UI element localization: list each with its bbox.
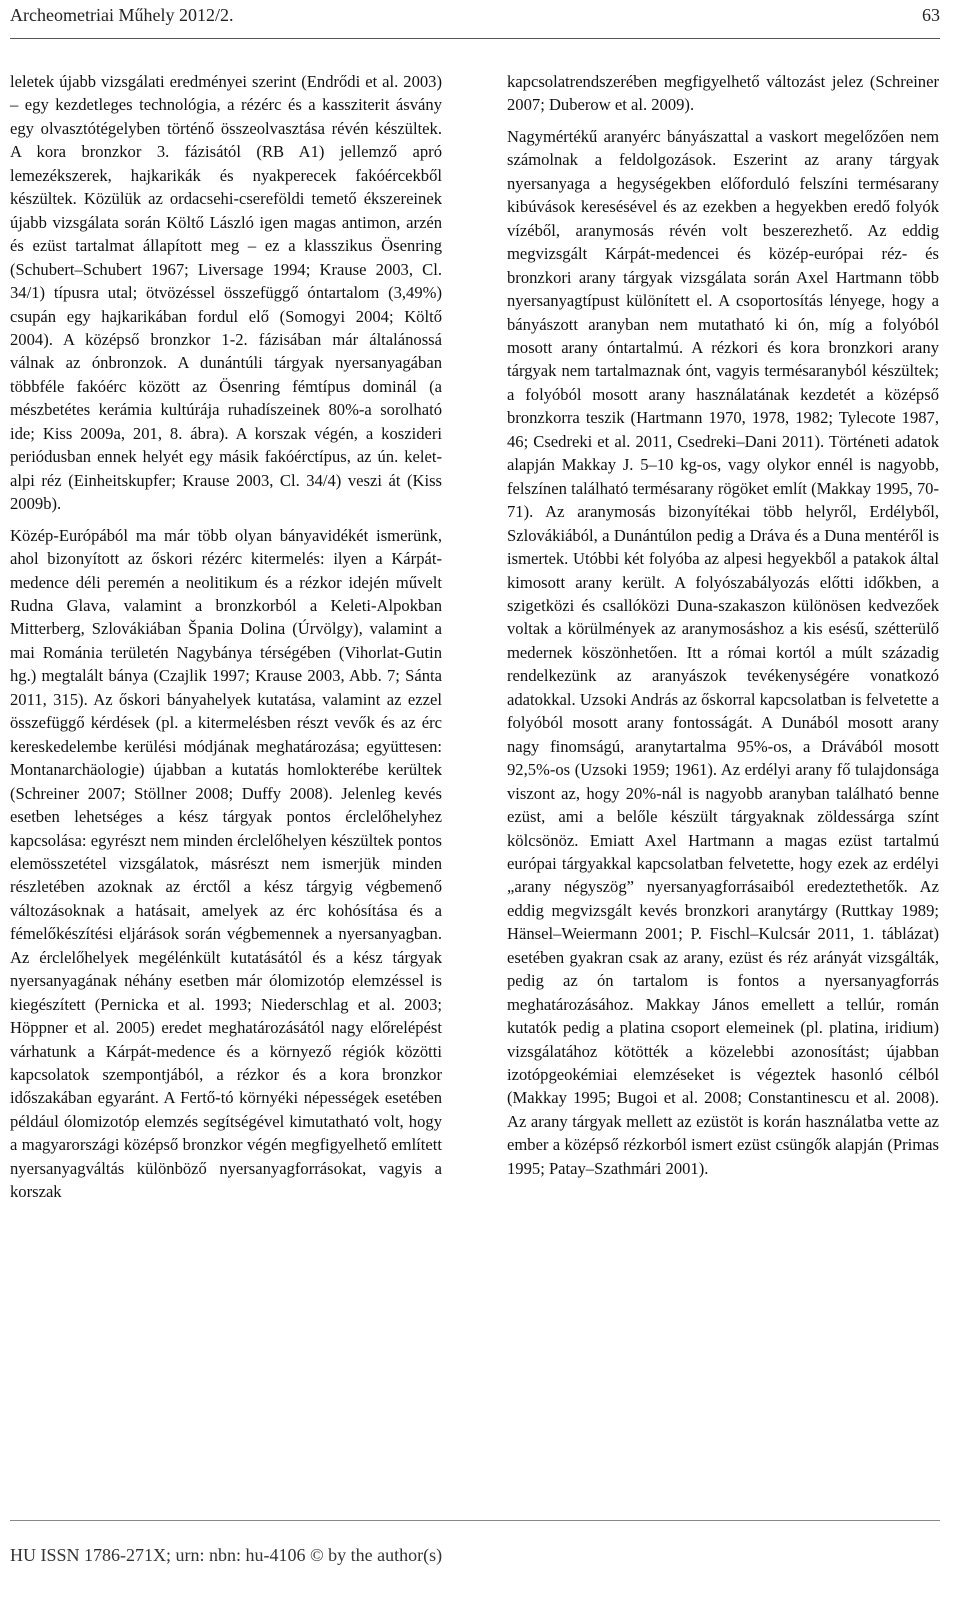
page-number: 63: [922, 5, 940, 25]
journal-title: Archeometriai Műhely 2012/2.: [10, 5, 234, 25]
left-column: [10, 70, 442, 1212]
footer-rule: [10, 1520, 940, 1521]
page-footer: HU ISSN 1786-271X; urn: nbn: hu-4106 © by the author(s): [10, 1545, 443, 1565]
header-rule: [10, 38, 940, 39]
right-paragraph-1: kapcsolatrendszerében megfigyelhető változást jelez (Schreiner 2007; Duberow et al. 2009).: [507, 72, 939, 115]
left-paragraph-1: leletek újabb vizsgálati eredményei szerint (Endrődi et al. 2003) – egy kezdetleges technológia, a rézérc és a kassziterit ásvány egy olvasztótégelyben történő összeolvasztása révén készültek. A kora bronzkor 3. fázisától (RB A1) jellemző apró lemezékszerek, hajkarikák és nyakperecek fakóércekből készültek. Közülük az ordacsehi-csereföldi temető ékszereinek újabb vizsgálata során Költő László igen magas antimon, arzén és ezüst tartalmat állapított meg – ez a klasszikus Ösenring (Schubert–Schubert 1967; Liversage 1994; Krause 2003, Cl. 34/1) típusra utal; ötvözéssel összefüggő óntartalom (3,49%) csupán egy hajkarikában fordul elő (Somogyi 2004; Költő 2004). A középső bronzkor 1-2. fázisában már általánossá válnak az ónbronzok. A dunántúli tárgyak nyersanyagában többféle fakóérc között az Ösenring fémtípus dominál (a mészbetétes kerámia kultúrája ruhadíszeinek 80%-a sorolható ide; Kiss 2009a, 201, 8. ábra). A korszak végén, a koszideri periódusban ennek helyét egy másik fakóérctípus, az ún. kelet-alpi réz (Einheitskupfer; Krause 2003, Cl. 34/4) veszi át (Kiss 2009b).: [10, 72, 442, 514]
left-paragraph-2: Közép-Európából ma már több olyan bányavidékét ismerünk, ahol bizonyított az őskori rézérc kitermelés: ilyen a Kárpát-medence déli peremén a neolitikum és a rézkor idején művelt Rudna Glava, valamint a bronzkorból a Keleti-Alpokban Mitterberg, Szlovákiában Špania Dolina (Úrvölgy), valamint a mai Románia területén Nagybánya térségében (Vihorlat-Gutin hg.) megtalált bánya (Czajlik 1997; Krause 2003, Abb. 7; Sánta 2011, 315). Az őskori bányahelyek kutatása, valamint az ezzel összefüggő kérdések (pl. a kitermelésben részt vevők és az érc kereskedelembe kerülési módjának meghatározása; együttesen: Montanarchäologie) újabban a kutatás homlokterébe kerültek (Schreiner 2007; Stöllner 2008; Duffy 2008). Jelenleg kevés esetben lehetséges a kész tárgyak pontos érclelőhelyhez kapcsolása: egyrészt nem minden érclelőhelyen készültek pontos elemösszetétel vizsgálatok, másrészt nem ismerjük minden részletében azoknak az érctől a kész tárgyig végbemenő változásoknak a hatásait, amelyek az érc kohósítása és a fémelőkészítési eljárások során végbemennek a nyersanyagban. Az érclelőhelyek megélénkült kutatásától és a kész tárgyak nyersanyagának néhány esetben már ólomizotóp elemzéssel is kiegészített (Pernicka et al. 1993; Niederschlag et al. 2003; Höppner et al. 2005) eredet meghatározásától nagy előrelépést várhatunk a Kárpát-medence és a környező régiók közötti kapcsolatok szempontjából, a rézkor és a kora bronzkor időszakában egyaránt. A Fertő-tó környéki népességek esetében például ólomizotóp elemzés segítségével kimutatható volt, hogy a magyarországi középső bronzkor végén megfigyelhető említett nyersanyagváltás különböző nyersanyagforrásokat, vagyis a korszak: [10, 525, 442, 1202]
right-paragraph-2: Nagymértékű aranyérc bányászattal a vaskort megelőzően nem számolnak a feldolgozások. Eszerint az arany tárgyak nyersanyaga a hegységekben előforduló felszíni termésarany kibúvások keresésével és az ezekben a hegyekben eredő folyók vízéből, aranymosás révén volt beszerezhető. Az eddig megvizsgált Kárpát-medencei és közép-európai réz- és bronzkori arany tárgyak vizsgálata során Axel Hartmann több nyersanyagtípust különített el. A csoportosítás lényege, hogy a bányászott aranyban nem mutatható ki ón, míg a folyóból mosott arany óntartalmú. A rézkori és kora bronzkori arany tárgyak nem tartalmaznak ónt, vagyis termésaranyból készültek; a folyóból mosott arany használatának kezdetét a középső bronzkorra teszik (Hartmann 1970, 1978, 1982; Tylecote 1987, 46; Csedreki et al. 2011, Csedreki–Dani 2011). Történeti adatok alapján Makkay J. 5–10 kg-os, vagy olykor ennél is nagyobb, felszínen található termésarany rögöket említ (Makkay 1995, 70-71). Az aranymosás bizonyítékai több helyről, Erdélyből, Szlovákiából, a Dunántúlon pedig a Dráva és a Duna mentéről is ismertek. Utóbbi két folyóba az alpesi hegyekből a patakok által kimosott arany került. A folyószabályozás előtti időkben, a szigetközi és csallóközi Duna-szakaszon különösen kedvezőek voltak a körülmények az aranymosáshoz a kis esésű, szétterülő medernek köszönhetően. Itt a római kortól a múlt századig rendelkezünk az aranyászok tevékenységére vonatkozó adatokkal. Uzsoki András az őskorral kapcsolatban is felvetette a folyóból mosott arany fontosságát. A Dunából mosott arany nagy finomságú, aranytartalma 95%-os, a Drávából mosott 92,5%-os (Uzsoki 1959; 1961). Az erdélyi arany fő tulajdonsága viszont az, hogy 20%-nál is nagyobb aranyban található benne ezüst, ami a belőle készült tárgyaknak zöldessárga színt kölcsönöz. Emiatt Axel Hartmann a magas ezüst tartalmú európai tárgyakkal kapcsolatban felvetette, hogy ezek az erdélyi „arany négyszög” nyersanyagforrásaiból eredeztethetők. Az eddig megvizsgált kevés bronzkori aranytárgy (Ruttkay 1989; Hänsel–Weiermann 2001; P. Fischl–Kulcsár 2011, 1. táblázat) esetében gyakran csak az arany, ezüst és réz arányát vizsgálták, pedig az ón tartalom is fontos a nyersanyagforrás meghatározásához. Makkay János emellett a tellúr, román kutatók pedig a platina csoport elemeinek (pl. platina, iridium) vizsgálatához kötötték a közelebbi azonosítást; újabban izotópgeokémiai elemzéseket is végeztek hasonló célból (Makkay 1995; Bugoi et al. 2008; Constantinescu et al. 2008). Az arany tárgyak mellett az ezüstöt is korán használatba vette az ember a középső rézkorból ismert ezüst csüngők alapján (Primas 1995; Patay–Szathmári 2001).: [507, 126, 939, 1178]
page-header: [10, 0, 940, 30]
right-column: [507, 70, 939, 1188]
